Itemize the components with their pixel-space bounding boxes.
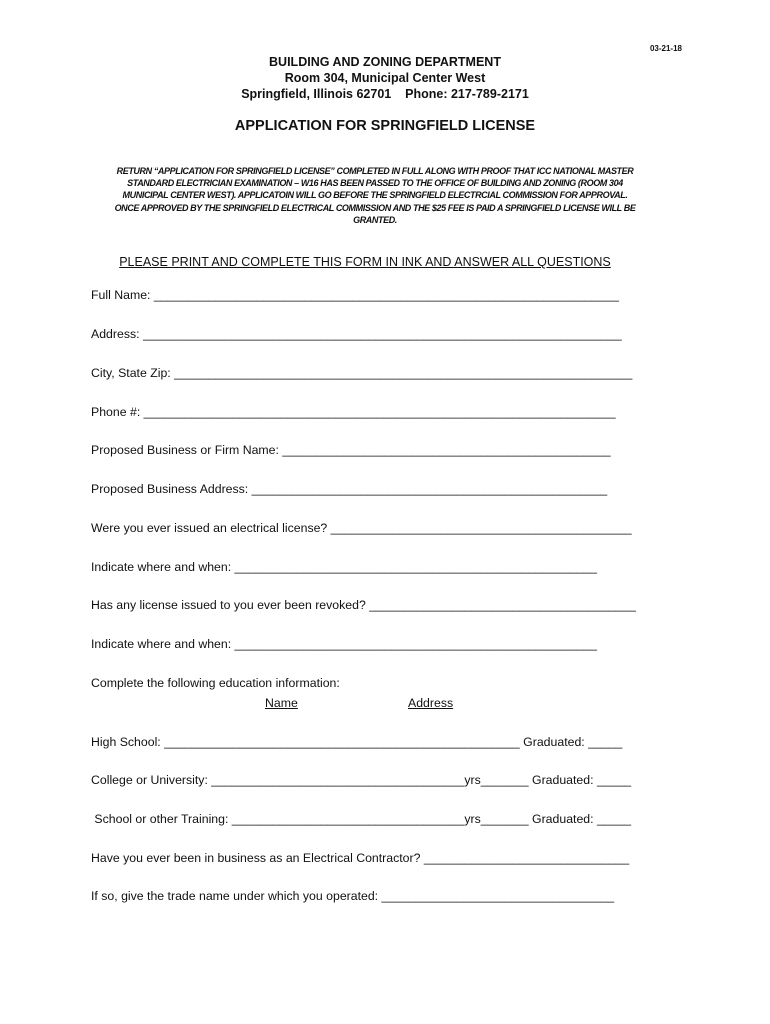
revoked-license-field[interactable]: Has any license issued to you ever been revoked? _______________________________________ [91,598,636,612]
address-field[interactable]: Address: ______________________________________________________________________ [91,327,622,341]
education-intro: Complete the following education information: [91,676,340,690]
trade-name-field[interactable]: If so, give the trade name under which you operated: __________________________________ [91,889,615,903]
department-name: BUILDING AND ZONING DEPARTMENT [269,55,501,69]
where-when-field-2[interactable]: Indicate where and when: _____________________________________________________ [91,637,598,651]
college-field[interactable]: College or University: _____________________________________yrs_______ Graduated: _____ [91,773,632,787]
form-date: 03-21-18 [649,44,682,53]
other-training-field[interactable]: School or other Training: __________________________________yrs_______ Graduated: _____ [91,812,632,826]
business-address-field[interactable]: Proposed Business Address: ____________________________________________________ [91,482,608,496]
form-instructions: PLEASE PRINT AND COMPLETE THIS FORM IN INK AND ANSWER ALL QUESTIONS [119,255,611,269]
city-state-zip-field[interactable]: City, State Zip: ___________________________________________________________________ [91,366,633,380]
issued-license-field[interactable]: Were you ever issued an electrical license? ____________________________________________ [91,521,632,535]
education-address-header: Address [408,696,454,710]
high-school-field[interactable]: High School: ____________________________________________________ Graduated: _____ [91,735,623,749]
where-when-field-1[interactable]: Indicate where and when: _____________________________________________________ [91,560,598,574]
form-title: APPLICATION FOR SPRINGFIELD LICENSE [234,118,536,134]
full-name-field[interactable]: Full Name: ____________________________________________________________________ [91,288,619,302]
department-address: Room 304, Municipal Center West [284,71,486,85]
electrical-contractor-field[interactable]: Have you ever been in business as an Electrical Contractor? ______________________________ [91,851,630,865]
education-name-header: Name [265,696,298,710]
phone-field[interactable]: Phone #: _____________________________________________________________________ [91,405,616,419]
business-name-field[interactable]: Proposed Business or Firm Name: ________________________________________________ [91,443,611,457]
department-city-phone: Springfield, Illinois 62701 Phone: 217-789-2171 [241,87,529,101]
submission-notice: RETURN “APPLICATION FOR SPRINGFIELD LICENSE” COMPLETED IN FULL ALONG WITH PROOF THAT ICC NATIONAL MASTER STANDARD ELECTRICIAN EXAMINATION – W16 HAS BEEN PASSED TO THE OFFICE OF BUILDING AND ZONING (ROOM 304 MUNICIPAL CENTER WEST). APPLICATOIN WILL GO BEFORE THE SPRINGFIELD ELECTRCIAL COMMISSION FOR APPROVAL. ONCE APPROVED BY THE SPRINGFIELD ELECTRICAL COMMISSION AND THE $25 FEE IS PAID A SPRINGFIELD LICENSE WILL BE GRANTED. [114,166,636,225]
